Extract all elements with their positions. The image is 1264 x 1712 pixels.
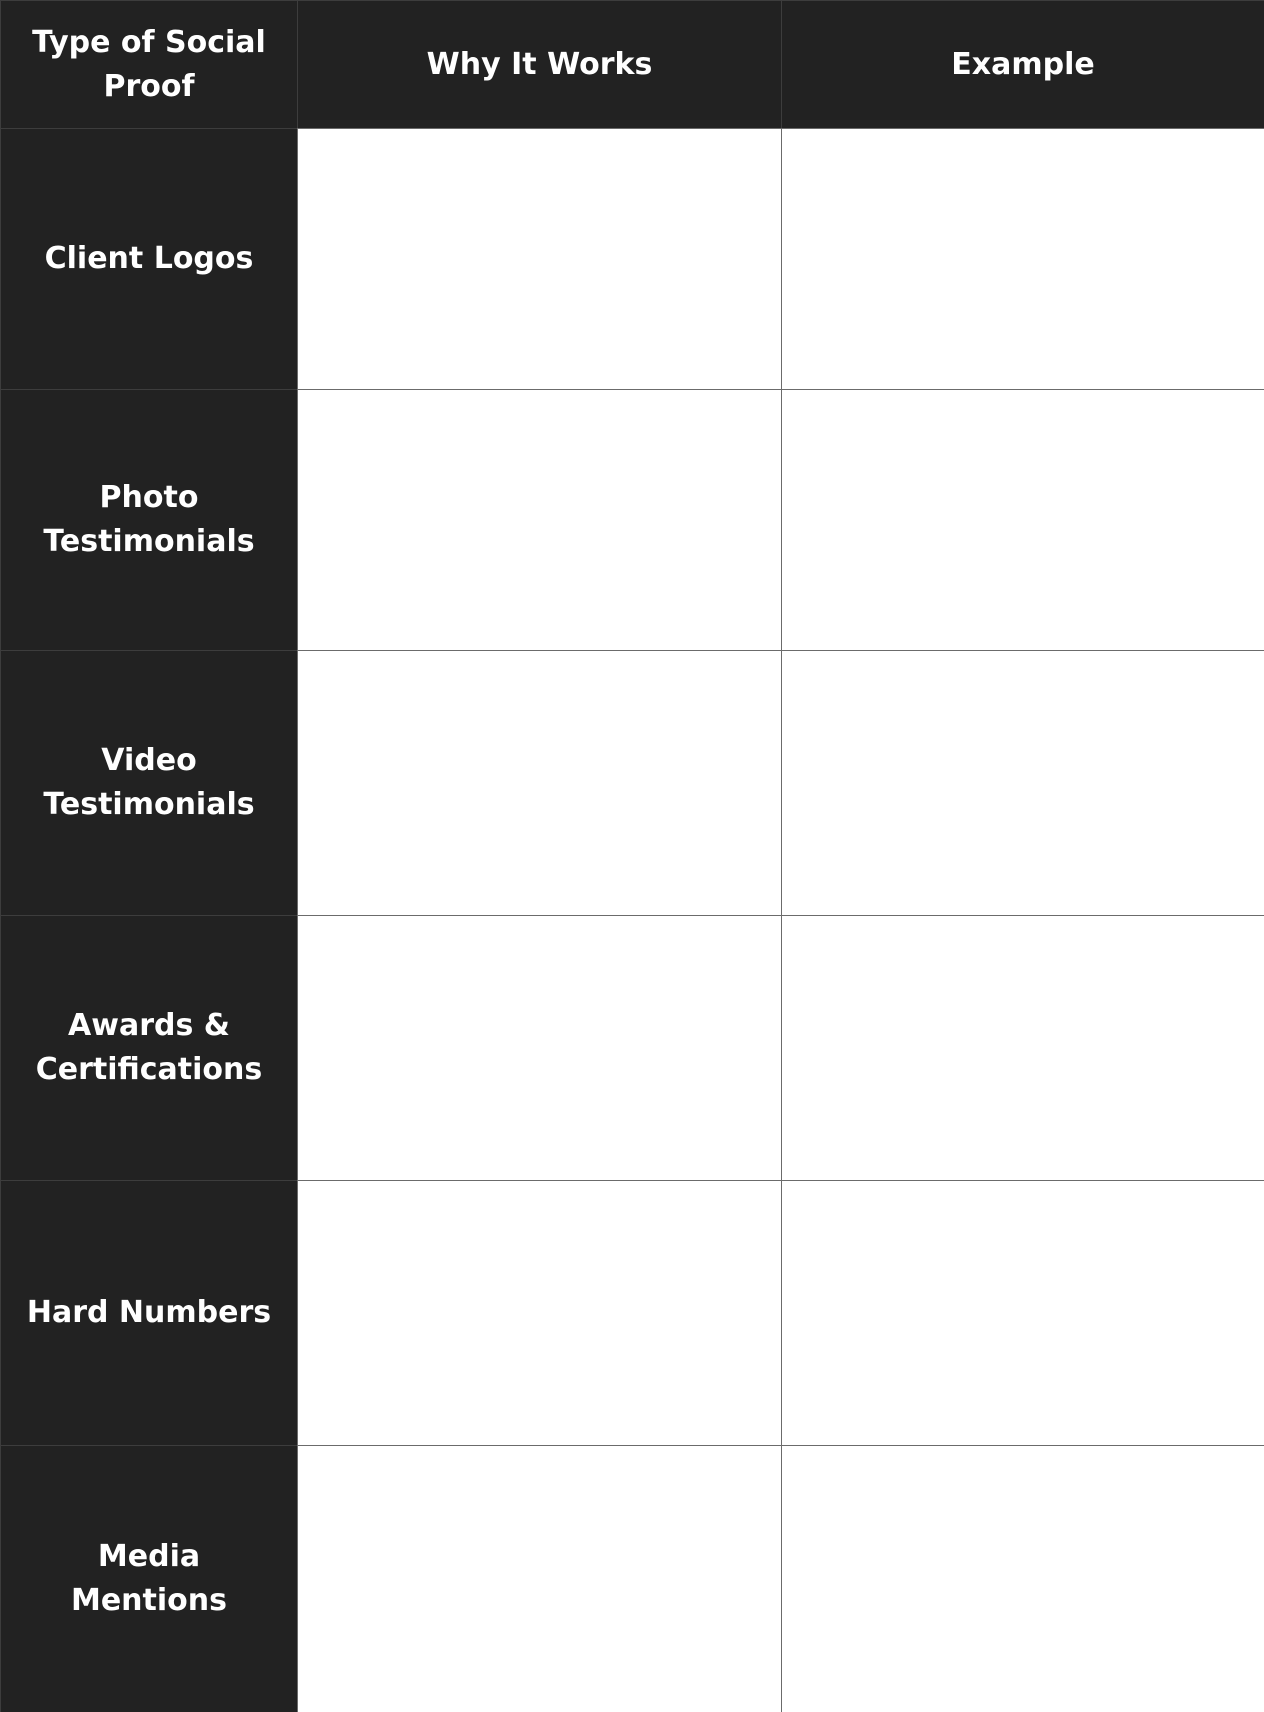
- header-label: Example: [951, 46, 1095, 82]
- why-it-works-cell[interactable]: [297, 915, 781, 1180]
- why-it-works-cell[interactable]: [297, 650, 781, 915]
- header-type-of-social-proof: [0, 0, 297, 128]
- example-cell[interactable]: [781, 1445, 1264, 1712]
- row-label-photo-testimonials: [0, 389, 297, 650]
- row-label: Client Logos: [44, 241, 254, 276]
- row-label-media-mentions: [0, 1445, 297, 1712]
- example-cell[interactable]: [781, 915, 1264, 1180]
- row-label: Media Mentions: [70, 1539, 227, 1618]
- row-label: Photo Testimonials: [43, 480, 255, 559]
- why-it-works-cell[interactable]: [297, 1445, 781, 1712]
- example-cell[interactable]: [781, 389, 1264, 650]
- row-label-hard-numbers: [0, 1180, 297, 1445]
- header-label: Why It Works: [426, 46, 653, 82]
- example-cell[interactable]: [781, 128, 1264, 389]
- row-label-awards-certifications: [0, 915, 297, 1180]
- header-why-it-works: [297, 0, 781, 128]
- row-label: Video Testimonials: [43, 743, 255, 822]
- header-label: Type of Social Proof: [32, 24, 266, 104]
- row-label-client-logos: [0, 128, 297, 389]
- header-example: [781, 0, 1264, 128]
- row-label: Awards & Certifications: [35, 1008, 263, 1087]
- row-label-video-testimonials: [0, 650, 297, 915]
- why-it-works-cell[interactable]: [297, 389, 781, 650]
- row-label: Hard Numbers: [26, 1295, 272, 1330]
- why-it-works-cell[interactable]: [297, 128, 781, 389]
- example-cell[interactable]: [781, 650, 1264, 915]
- why-it-works-cell[interactable]: [297, 1180, 781, 1445]
- example-cell[interactable]: [781, 1180, 1264, 1445]
